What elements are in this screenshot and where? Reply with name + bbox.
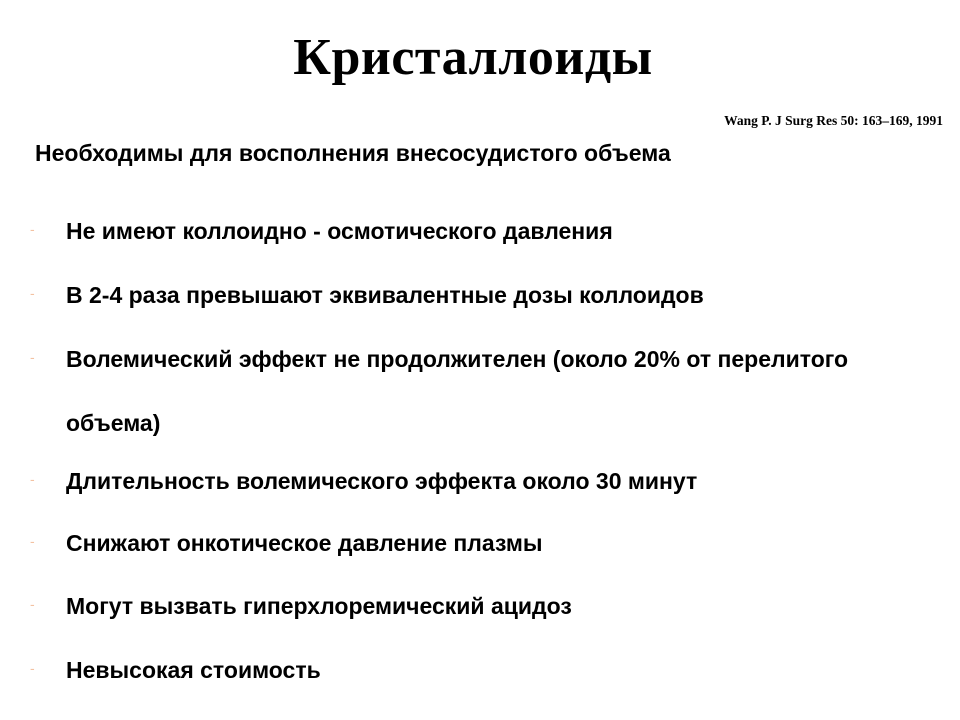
- slide-title: Кристаллоиды: [293, 29, 653, 86]
- bullet-text: Не имеют коллоидно - осмотического давления: [66, 218, 613, 244]
- bullet-marker: -: [30, 285, 35, 301]
- bullet-marker: -: [30, 533, 35, 549]
- reference-citation: Wang P. J Surg Res 50: 163–169, 1991: [724, 113, 943, 128]
- bullet-marker: -: [30, 660, 35, 676]
- bullet-text: Невысокая стоимость: [66, 657, 321, 683]
- bullet-text: Могут вызвать гиперхлоремический ацидоз: [66, 593, 572, 619]
- bullet-text: В 2-4 раза превышают эквивалентные дозы коллоидов: [66, 282, 704, 308]
- bullet-text: Волемический эффект не продолжителен (около 20% от перелитого объема): [66, 346, 849, 436]
- bullet-marker: -: [30, 471, 35, 487]
- lead-statement: Необходимы для восполнения внесосудистого объема: [35, 140, 671, 166]
- bullet-marker: -: [30, 349, 35, 365]
- bullet-text: Длительность волемического эффекта около 30 минут: [66, 468, 698, 494]
- bullet-marker: -: [30, 596, 35, 612]
- bullet-text: Снижают онкотическое давление плазмы: [66, 530, 543, 556]
- bullet-marker: -: [30, 221, 35, 237]
